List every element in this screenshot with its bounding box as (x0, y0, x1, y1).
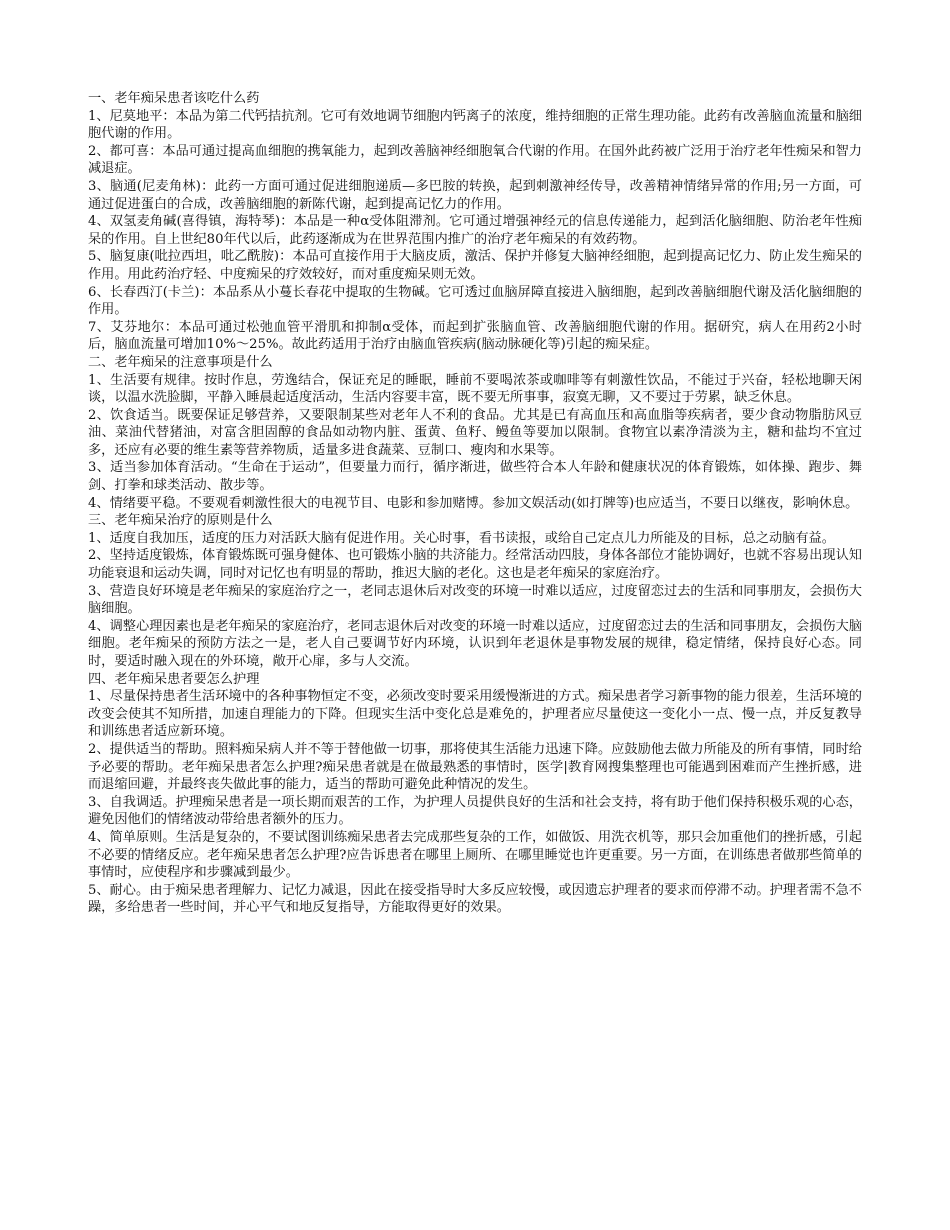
paragraph: 3、营造良好环境是老年痴呆的家庭治疗之一，老同志退休后对改变的环境一时难以适应，过度留恋过去的生活和同事朋友，会损伤大脑细胞。 (88, 583, 862, 617)
section-heading-1: 一、老年痴呆患者该吃什么药 (88, 91, 260, 106)
paragraph: 2、饮食适当。既要保证足够营养，又要限制某些对老年人不利的食品。尤其是已有高血压和高血脂等疾病者，要少食动物脂肪风豆油、菜油代替猪油，对富含胆固醇的食品如动物内脏、蛋黄、鱼籽、鳗鱼等要加以限制。食物宜以素净清淡为主，糖和盐均不宜过多，还应有必要的维生素等营养物质，适量多进食蔬菜、豆制口、瘦肉和水果等。 (88, 407, 862, 458)
paragraph: 7、艾芬地尔：本品可通过松弛血管平滑肌和抑制α受体，而起到扩张脑血管、改善脑细胞代谢的作用。据研究，病人在用药2小时后，脑血流量可增加10%～25%。故此药适用于治疗由脑血管疾病(脑动脉硬化等)引起的痴呆症。 (88, 319, 862, 353)
paragraph: 5、耐心。由于痴呆患者理解力、记忆力减退，因此在接受指导时大多反应较慢，或因遗忘护理者的要求而停滞不动。护理者需不急不躁，多给患者一些时间，并心平气和地反复指导，方能取得更好的效果。 (88, 882, 862, 916)
paragraph: 1、尽量保持患者生活环境中的各种事物恒定不变，必须改变时要采用缓慢渐进的方式。痴呆患者学习新事物的能力很差，生活环境的改变会使其不知所措，加速自理能力的下降。但现实生活中变化总是难免的，护理者应尽量使这一变化小一点、慢一点，并反复教导和训练患者适应新环境。 (88, 689, 862, 740)
paragraph: 2、都可喜：本品可通过提高血细胞的携氧能力，起到改善脑神经细胞氧合代谢的作用。在国外此药被广泛用于治疗老年性痴呆和智力减退症。 (88, 143, 862, 177)
paragraph: 3、自我调适。护理痴呆患者是一项长期而艰苦的工作，为护理人员提供良好的生活和社会支持，将有助于他们保持积极乐观的心态，避免因他们的情绪波动带给患者额外的压力。 (88, 794, 862, 828)
paragraph: 4、双氢麦角碱(喜得镇，海特琴)：本品是一种α受体阻滞剂。它可通过增强神经元的信息传递能力，起到活化脑细胞、防治老年性痴呆的作用。自上世纪80年代以后，此药逐渐成为在世界范围内推广的治疗老年痴呆的有效药物。 (88, 214, 862, 247)
paragraph: 6、长春西汀(卡兰)：本品系从小蔓长春花中提取的生物碱。它可透过血脑屏障直接进入脑细胞，起到改善脑细胞代谢及活化脑细胞的作用。 (88, 284, 862, 318)
section-heading-3: 三、老年痴呆治疗的原则是什么 (88, 513, 273, 529)
paragraph: 3、适当参加体育活动。“生命在于运动”，但要量力而行，循序渐进，做些符合本人年龄和健康状况的体育锻炼，如体操、跑步、舞剑、打拳和球类活动、散步等。 (88, 460, 862, 494)
paragraph: 5、脑复康(吡拉西坦，吡乙酰胺)：本品可直接作用于大脑皮质，激活、保护并修复大脑神经细胞，起到提高记忆力、防止发生痴呆的作用。用此药治疗轻、中度痴呆的疗效较好，而对重度痴呆则无效。 (88, 249, 862, 282)
section-heading-4: 四、老年痴呆患者要怎么护理 (88, 671, 260, 687)
paragraph: 4、情绪要平稳。不要观看刺激性很大的电视节目、电影和参加赌博。参加文娱活动(如打牌等)也应适当，不要日以继夜，影响休息。 (88, 495, 859, 511)
paragraph: 1、尼莫地平：本品为第二代钙拮抗剂。它可有效地调节细胞内钙离子的浓度，维持细胞的正常生理功能。此药有改善脑血流量和脑细胞代谢的作用。 (88, 108, 862, 142)
document-body (88, 90, 862, 917)
section-heading-2: 二、老年痴呆的注意事项是什么 (88, 354, 273, 370)
paragraph: 1、适度自我加压，适度的压力对活跃大脑有促进作用。关心时事，看书读报，或给自己定点儿力所能及的目标，总之动脑有益。 (88, 530, 835, 546)
paragraph: 4、简单原则。生活是复杂的，不要试图训练痴呆患者去完成那些复杂的工作，如做饭、用洗衣机等，那只会加重他们的挫折感，引起不必要的情绪反应。老年痴呆患者怎么护理?应告诉患者在哪里上厕所、在哪里睡觉也许更重要。另一方面，在训练患者做那些简单的事情时，应使程序和步骤减到最少。 (88, 829, 862, 881)
paragraph: 4、调整心理因素也是老年痴呆的家庭治疗，老同志退休后对改变的环境一时难以适应，过度留恋过去的生活和同事朋友，会损伤大脑细胞。老年痴呆的预防方法之一是，老人自己要调节好内环境，认识到年老退休是事物发展的规律，稳定情绪，保持良好心态。同时，要适时融入现在的外环境，敞开心扉，多与人交流。 (88, 618, 862, 669)
paragraph: 3、脑通(尼麦角林)：此药一方面可通过促进细胞递质—多巴胺的转换，起到刺激神经传导，改善精神情绪异常的作用;另一方面，可通过促进蛋白的合成，改善脑细胞的新陈代谢，起到提高记忆力的作用。 (88, 178, 862, 212)
paragraph: 1、生活要有规律。按时作息，劳逸结合，保证充足的睡眠，睡前不要喝浓茶或咖啡等有刺激性饮品，不能过于兴奋，轻松地聊天闲谈，以温水洗脸脚，平静入睡晨起适度活动，生活内容要丰富，既不要无所事事，寂寞无聊，又不要过于劳累，缺乏休息。 (88, 372, 862, 406)
paragraph: 2、坚持适度锻炼，体育锻炼既可强身健体、也可锻炼小脑的共济能力。经常活动四肢，身体各部位才能协调好，也就不容易出现认知功能衰退和运动失调，同时对记忆也有明显的帮助，推迟大脑的老化。这也是老年痴呆的家庭治疗。 (88, 548, 862, 582)
paragraph: 2、提供适当的帮助。照料痴呆病人并不等于替他做一切事，那将使其生活能力迅速下降。应鼓励他去做力所能及的所有事情，同时给予必要的帮助。老年痴呆患者怎么护理?痴呆患者就是在做最熟悉的事情时，医学|教育网搜集整理也可能遇到困难而产生挫折感，进而退缩回避，并最终丧失做此事的能力，适当的帮助可避免此种情况的发生。 (88, 741, 862, 793)
